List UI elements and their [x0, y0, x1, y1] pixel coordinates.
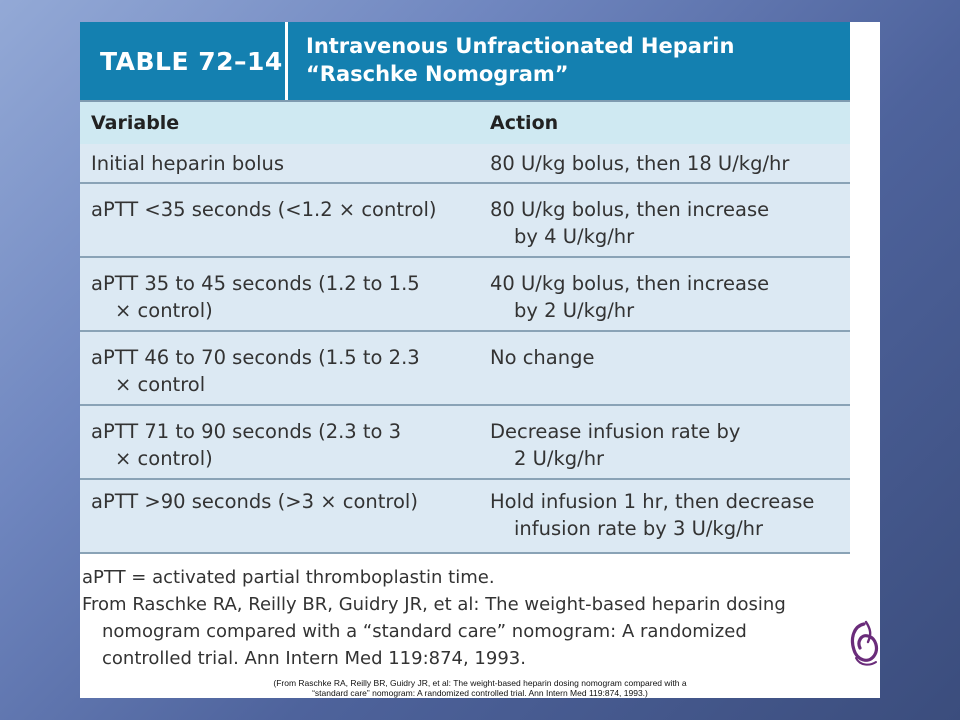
variable-text: aPTT >90 seconds (>3 × control) — [91, 490, 418, 513]
action-cell — [490, 488, 850, 542]
variable-cell — [91, 270, 476, 324]
action-cell — [490, 418, 850, 472]
variable-text-continued: × control) — [115, 299, 213, 322]
publisher-logo-icon — [846, 618, 882, 668]
slide-panel — [80, 22, 880, 698]
table-row — [80, 144, 850, 184]
source-footnote-line-2: nomogram compared with a “standard care” nomogram: A randomized — [102, 621, 747, 642]
variable-text-continued: × control) — [115, 447, 213, 470]
action-text-continued: infusion rate by 3 U/kg/hr — [514, 517, 764, 540]
action-text: 80 U/kg bolus, then 18 U/kg/hr — [490, 152, 790, 175]
action-text: Decrease infusion rate by — [490, 420, 741, 443]
action-text-continued: by 4 U/kg/hr — [514, 225, 635, 248]
action-cell — [490, 196, 850, 250]
column-header-row — [80, 100, 850, 144]
table-row — [80, 258, 850, 332]
action-cell — [490, 270, 850, 324]
variable-cell — [91, 488, 476, 515]
source-footnote-line-1: From Raschke RA, Reilly BR, Guidry JR, et al: The weight-based heparin dosing — [82, 594, 786, 615]
action-cell — [490, 344, 850, 371]
variable-text: aPTT <35 seconds (<1.2 × control) — [91, 198, 437, 221]
variable-text: aPTT 71 to 90 seconds (2.3 to 3 — [91, 420, 402, 443]
table-row — [80, 480, 850, 554]
column-header-variable: Variable — [91, 112, 180, 134]
abbreviation-footnote: aPTT = activated partial thromboplastin time. — [82, 567, 495, 588]
action-cell — [490, 150, 850, 177]
variable-text: aPTT 35 to 45 seconds (1.2 to 1.5 — [91, 272, 420, 295]
action-text: 80 U/kg bolus, then increase — [490, 198, 770, 221]
table-row — [80, 406, 850, 480]
action-text-continued: 2 U/kg/hr — [514, 447, 605, 470]
table-row — [80, 332, 850, 406]
citation-line-2: “standard care” nomogram: A randomized controlled trial. Ann Intern Med 119:874, 1993.) — [312, 688, 648, 698]
slide-citation — [220, 678, 740, 698]
variable-text: aPTT 46 to 70 seconds (1.5 to 2.3 — [91, 346, 420, 369]
action-text-continued: by 2 U/kg/hr — [514, 299, 635, 322]
action-text: No change — [490, 346, 595, 369]
source-footnote-line-3: controlled trial. Ann Intern Med 119:874, 1993. — [102, 648, 526, 669]
variable-text: Initial heparin bolus — [91, 152, 285, 175]
table-header — [80, 22, 850, 100]
variable-text-continued: × control — [115, 373, 206, 396]
table-title — [288, 22, 850, 100]
table-number: TABLE 72–14 — [80, 22, 288, 100]
citation-line-1: (From Raschke RA, Reilly BR, Guidry JR, et al: The weight-based heparin dosing nomogram compared with a — [273, 678, 687, 688]
column-header-action: Action — [490, 112, 559, 134]
variable-cell — [91, 344, 476, 398]
variable-cell — [91, 418, 476, 472]
table-title-line-2: “Raschke Nomogram” — [306, 62, 569, 86]
table-footnotes — [82, 564, 842, 672]
table-title-line-1: Intravenous Unfractionated Heparin — [306, 34, 735, 58]
action-text: 40 U/kg bolus, then increase — [490, 272, 770, 295]
variable-cell — [91, 150, 476, 177]
action-text: Hold infusion 1 hr, then decrease — [490, 490, 815, 513]
variable-cell — [91, 196, 476, 223]
table-row — [80, 184, 850, 258]
